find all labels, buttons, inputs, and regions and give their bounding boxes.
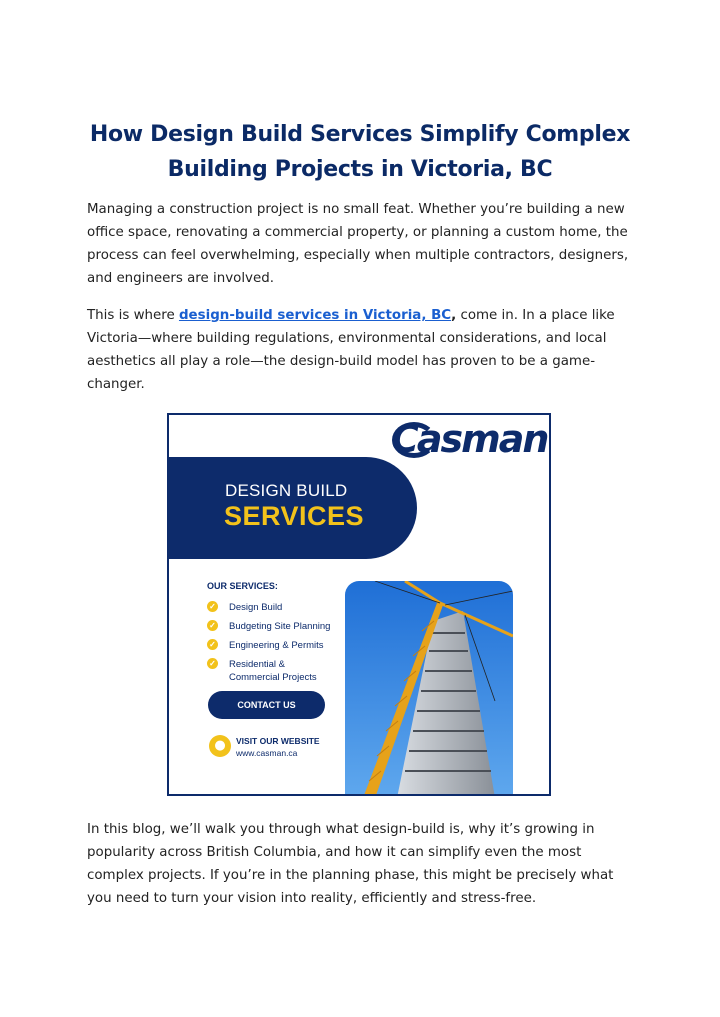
services-heading: OUR SERVICES: <box>207 581 278 591</box>
check-circle-icon: ✓ <box>207 658 218 669</box>
service-item <box>207 601 282 614</box>
service-item <box>207 639 324 652</box>
check-circle-icon: ✓ <box>207 601 218 612</box>
blog-intro-paragraph: In this blog, we’ll walk you through what design-build is, why it’s growing in popularity across British Columbia, and how it can simplify even the most complex projects. If you’re in the planning phase, this might be precisely what you need to turn your vision into reality, efficiently and stress-free. <box>87 822 614 906</box>
article-title <box>60 117 660 187</box>
banner-line-2: SERVICES <box>224 501 365 531</box>
title-line-1: How Design Build Services Simplify Complex <box>89 122 631 147</box>
intro-paragraph: Managing a construction project is no small feat. Whether you’re building a new office space, renovating a commercial property, or planning a custom home, the process can feel overwhelming, especially when multiple contractors, designers, and engineers are involved. <box>87 202 629 286</box>
visit-website-heading: VISIT OUR WEBSITE <box>236 736 320 746</box>
service-label: Residential & Commercial Projects <box>229 659 317 683</box>
p2-comma: , <box>451 308 457 323</box>
service-label: Design Build <box>229 602 283 613</box>
title-line-2: Building Projects in Victoria, BC <box>167 157 553 182</box>
design-build-link[interactable]: design-build services in Victoria, BC <box>178 308 452 323</box>
check-circle-icon: ✓ <box>207 639 218 650</box>
service-label: Budgeting Site Planning <box>229 621 331 632</box>
design-build-paragraph <box>87 304 642 396</box>
website-url[interactable]: www.casman.ca <box>236 748 298 758</box>
banner-line-1: DESIGN BUILD <box>225 481 348 500</box>
contact-us-button[interactable]: CONTACT US <box>208 691 325 719</box>
construction-photo <box>345 581 513 796</box>
design-build-ad-image <box>167 413 551 796</box>
globe-icon: ● <box>209 735 231 757</box>
p2-rest: come in. In a place like Victoria—where building regulations, environmental considerations, and local aesthetics all play a role—the design-build model has proven to be a game-changer. <box>87 308 615 392</box>
p2-lead: This is where <box>87 308 179 323</box>
check-circle-icon: ✓ <box>207 620 218 631</box>
service-item <box>207 620 330 633</box>
service-label: Engineering & Permits <box>229 640 324 651</box>
casman-logo: Casman <box>391 417 548 461</box>
service-item <box>207 658 317 684</box>
